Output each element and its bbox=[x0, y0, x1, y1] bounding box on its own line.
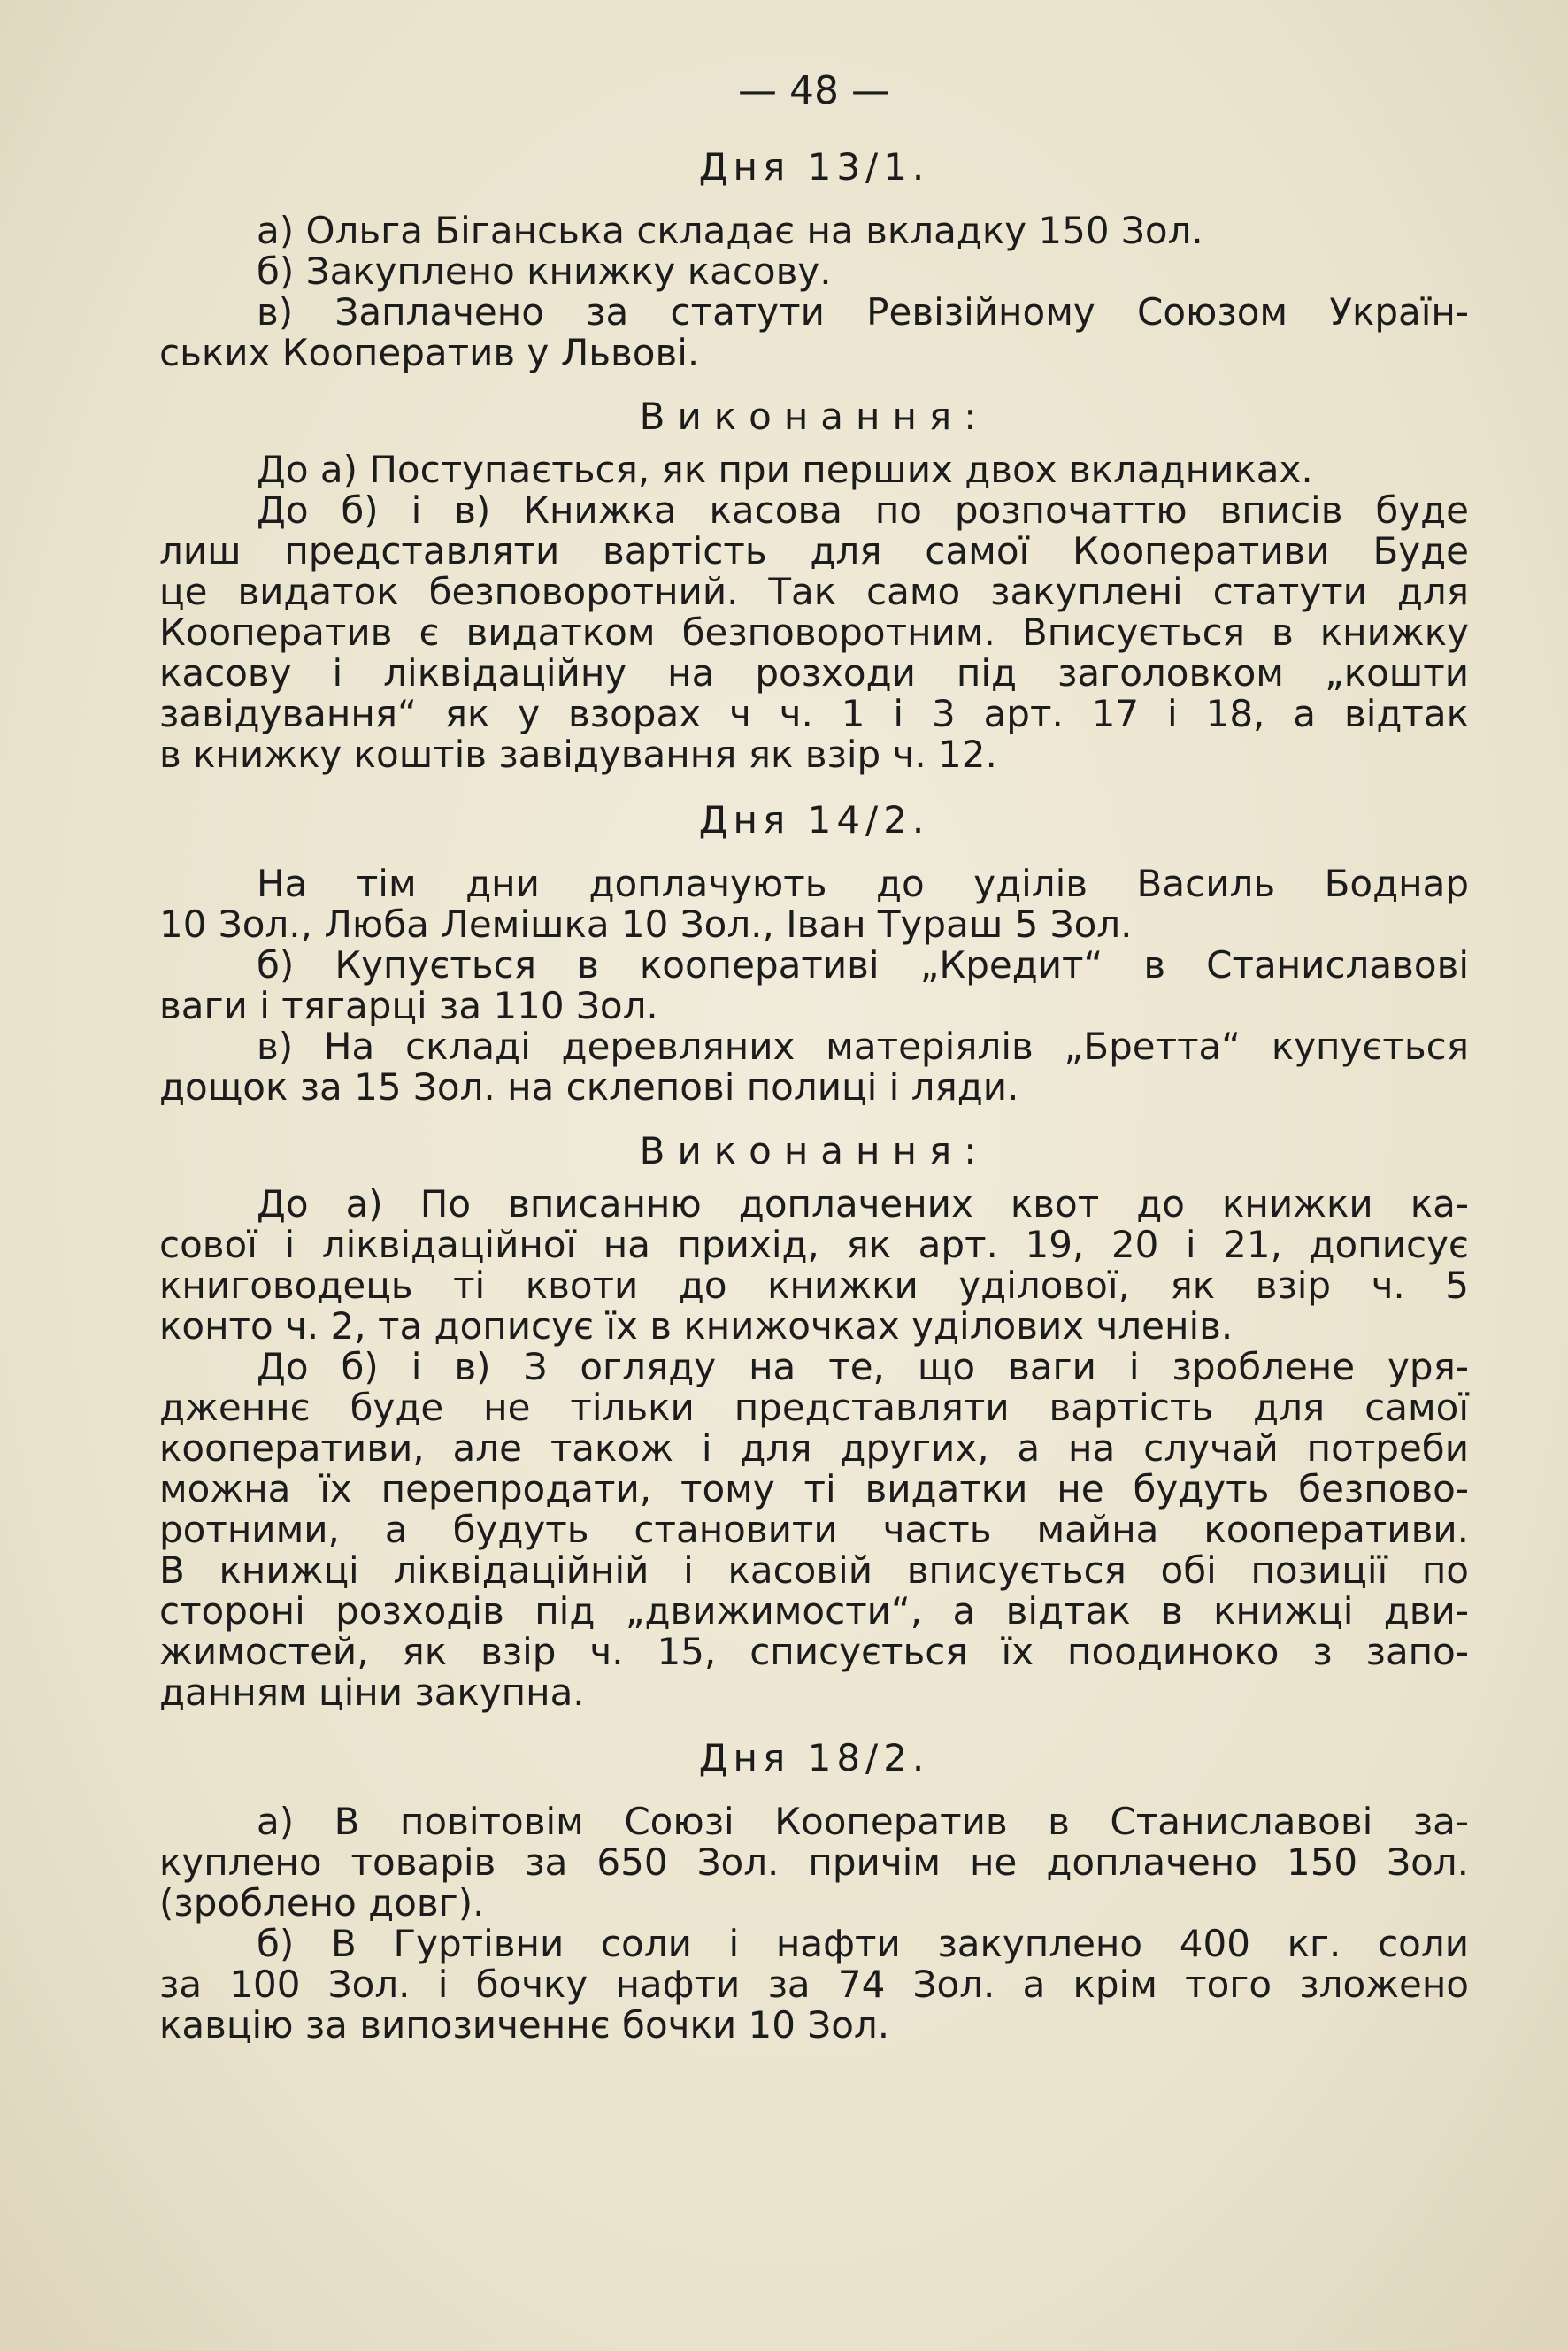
text-line: ротними, а будуть становити часть майна кооперативи. bbox=[159, 1508, 1469, 1551]
text-line: це видаток безповоротний. Так само закуплені статути для bbox=[159, 570, 1469, 613]
text-line: До а) По вписанню доплачених квот до книжки ка- bbox=[257, 1182, 1469, 1225]
text-line: в) На складі деревляних матеріялів „Бретта“ купується bbox=[257, 1025, 1469, 1068]
entry-paragraph bbox=[159, 1802, 1469, 1924]
entry-section bbox=[159, 1738, 1469, 2046]
text-line: лиш представляти вартість для самої Кооперативи Буде bbox=[159, 529, 1469, 572]
text-line: 10 Зол., Люба Лемішка 10 Зол., Іван Тураш 5 Зол. bbox=[159, 903, 1133, 946]
date-heading: Дня 18/2. bbox=[698, 1736, 930, 1779]
text-line: а) В повітовім Союзі Кооператив в Станиславові за- bbox=[257, 1800, 1469, 1843]
text-line: дженнє буде не тільки представляти вартість для самої bbox=[159, 1386, 1469, 1429]
entry-paragraph bbox=[159, 1924, 1469, 2046]
entry-paragraph bbox=[159, 1026, 1469, 1108]
entry-paragraph bbox=[159, 864, 1469, 945]
text-line: можна їх перепродати, тому ті видатки не будуть безпово- bbox=[159, 1467, 1469, 1510]
text-line: конто ч. 2, та дописує їх в книжочках уділових членів. bbox=[159, 1304, 1234, 1348]
text-line: кавцію за випозиченнє бочки 10 Зол. bbox=[159, 2003, 890, 2047]
date-heading: Дня 14/2. bbox=[698, 798, 930, 841]
entry-section bbox=[159, 147, 1469, 775]
text-line: стороні розходів під „движимости“, а відтак в книжці дви- bbox=[159, 1589, 1469, 1633]
text-line: в книжку коштів завідування як взір ч. 12. bbox=[159, 733, 997, 776]
execution-paragraph bbox=[159, 449, 1469, 490]
sections-container bbox=[159, 147, 1469, 2046]
execution-paragraph bbox=[159, 1347, 1469, 1713]
text-line: б) В Гуртівни соли і нафти закуплено 400 кг. соли bbox=[257, 1922, 1469, 1965]
text-line: кооперативи, але також і для других, а на случай потреби bbox=[159, 1426, 1469, 1470]
entry-paragraph bbox=[159, 945, 1469, 1026]
entry-paragraph bbox=[159, 251, 1469, 292]
execution-heading: Виконання: bbox=[639, 1129, 989, 1172]
text-line: книговодець ті квоти до книжки уділової, як взір ч. 5 bbox=[159, 1264, 1469, 1307]
text-line: в) Заплачено за статути Ревізійному Союзом Україн- bbox=[257, 290, 1469, 334]
text-line: ваги і тягарці за 110 Зол. bbox=[159, 984, 658, 1027]
text-line: Кооператив є видатком безповоротним. Вписується в книжку bbox=[159, 611, 1469, 654]
text-line: В книжці ліквідаційній і касовій вписується обі позиції по bbox=[159, 1548, 1469, 1592]
text-line: сової і ліквідаційної на прихід, як арт. 19, 20 і 21, дописує bbox=[159, 1223, 1469, 1266]
text-line: (зроблено довг). bbox=[159, 1881, 485, 1925]
text-line: а) Ольга Біганська складає на вкладку 150 Зол. bbox=[257, 209, 1203, 252]
entry-section bbox=[159, 800, 1469, 1713]
text-line: за 100 Зол. і бочку нафти за 74 Зол. а крім того зложено bbox=[159, 1963, 1469, 2006]
date-heading: Дня 13/1. bbox=[698, 145, 930, 188]
execution-paragraph bbox=[159, 1184, 1469, 1347]
text-line: На тім дни доплачують до уділів Василь Боднар bbox=[257, 862, 1469, 905]
execution-paragraph bbox=[159, 490, 1469, 775]
text-line: завідування“ як у взорах ч ч. 1 і 3 арт. 17 і 18, а відтак bbox=[159, 692, 1469, 735]
execution-heading: Виконання: bbox=[639, 395, 989, 438]
text-line: дощок за 15 Зол. на склепові полиці і ляди. bbox=[159, 1065, 1019, 1109]
text-line: данням ціни закупна. bbox=[159, 1671, 585, 1714]
entry-paragraph bbox=[159, 292, 1469, 373]
entry-paragraph bbox=[159, 211, 1469, 251]
text-line: жимостей, як взір ч. 15, списується їх поодиноко з запо- bbox=[159, 1630, 1469, 1673]
text-line: До б) і в) Книжка касова по розпочаттю вписів буде bbox=[257, 488, 1469, 532]
text-line: ських Кооператив у Львові. bbox=[159, 331, 700, 374]
text-line: б) Купується в кооперативі „Кредит“ в Станиславові bbox=[257, 943, 1469, 987]
text-line: До а) Поступається, як при перших двох вкладниках. bbox=[257, 448, 1313, 491]
page-number: — 48 — bbox=[738, 68, 890, 113]
page-content bbox=[159, 68, 1469, 2062]
text-line: куплено товарів за 650 Зол. причім не доплачено 150 Зол. bbox=[159, 1840, 1469, 1884]
text-line: касову і ліквідаційну на розходи під заголовком „кошти bbox=[159, 651, 1469, 695]
text-line: б) Закуплено книжку касову. bbox=[257, 250, 832, 293]
text-line: До б) і в) З огляду на те, що ваги і зроблене уря- bbox=[257, 1345, 1469, 1388]
